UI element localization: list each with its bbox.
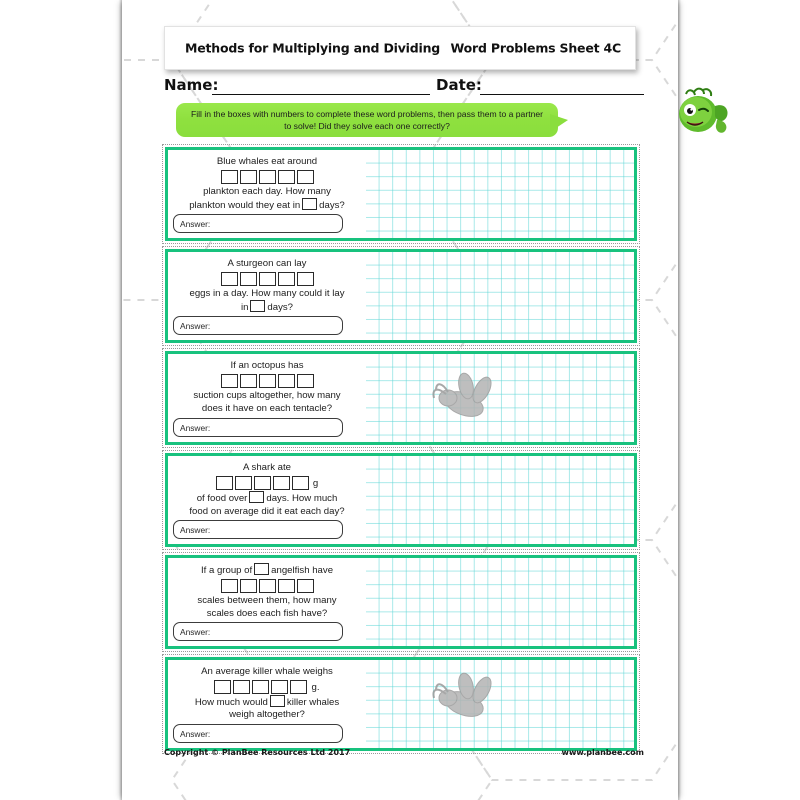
question-line-3: does it have on each tentacle? (201, 403, 333, 414)
digit-box-row (172, 579, 362, 593)
digit-box[interactable] (221, 579, 238, 593)
answer-box[interactable] (173, 520, 343, 539)
question-line-3a: in (240, 302, 249, 313)
digit-box[interactable] (297, 374, 314, 388)
digit-box[interactable] (273, 476, 290, 490)
digit-box[interactable] (278, 170, 295, 184)
answer-box[interactable] (173, 724, 343, 743)
question-line-2: plankton each day. How many (203, 186, 331, 197)
squared-working-grid[interactable] (366, 456, 634, 544)
question-text-area (168, 456, 366, 544)
digit-box-row (172, 272, 362, 286)
page-footer (164, 748, 644, 764)
digit-box[interactable] (259, 170, 276, 184)
date-input-line[interactable] (480, 94, 644, 95)
question-line-2a: of food over (196, 493, 248, 504)
answer-label: Answer: (180, 219, 211, 229)
question-line-1: If an octopus has (230, 360, 304, 371)
question-card (165, 351, 637, 445)
digit-box-row (172, 476, 362, 490)
digit-box[interactable] (240, 272, 257, 286)
question-line-1: Blue whales eat around (216, 156, 318, 167)
question-line-2: scales between them, how many (197, 595, 337, 606)
squared-working-grid[interactable] (366, 660, 634, 748)
digit-box[interactable] (221, 374, 238, 388)
question-text-area (168, 354, 366, 442)
digit-box[interactable] (214, 680, 231, 694)
squared-working-grid[interactable] (366, 150, 634, 238)
digit-box[interactable] (297, 170, 314, 184)
question-line-1: A shark ate (243, 462, 291, 473)
squared-working-grid[interactable] (366, 558, 634, 646)
digit-box[interactable] (259, 579, 276, 593)
question-line-1b: angelfish have (271, 565, 334, 576)
digit-box[interactable] (216, 476, 233, 490)
question-card (165, 555, 637, 649)
question-cut-outline (162, 246, 640, 346)
question-text-area (168, 558, 366, 646)
digit-box-row (172, 374, 362, 388)
question-line-2: eggs in a day. How many could it lay (189, 288, 345, 299)
digit-box[interactable] (292, 476, 309, 490)
answer-box[interactable] (173, 214, 343, 233)
digit-box[interactable] (252, 680, 269, 694)
digit-box[interactable] (297, 272, 314, 286)
digit-box-inline[interactable] (254, 563, 269, 575)
squared-working-grid[interactable] (366, 354, 634, 442)
question-line-2a: How much would (194, 697, 268, 708)
digit-box-inline[interactable] (270, 695, 285, 707)
unit-label: g. (311, 681, 320, 693)
answer-box[interactable] (173, 316, 343, 335)
answer-label: Answer: (180, 321, 211, 331)
digit-box[interactable] (271, 680, 288, 694)
question-line-3 (172, 198, 362, 212)
website-link[interactable]: www.planbee.com (561, 748, 644, 757)
digit-box[interactable] (259, 374, 276, 388)
instruction-text: Fill in the boxes with numbers to complete these word problems, then pass them to a partner to solve! Did they solve each one correctly? (190, 108, 544, 131)
question-card (165, 249, 637, 343)
digit-box[interactable] (240, 374, 257, 388)
instruction-banner (176, 103, 558, 137)
digit-box-inline[interactable] (302, 198, 317, 210)
digit-box[interactable] (233, 680, 250, 694)
question-cut-outline (162, 348, 640, 448)
question-cut-outline (162, 654, 640, 754)
digit-box[interactable] (297, 579, 314, 593)
question-line-2 (172, 695, 362, 709)
answer-box[interactable] (173, 418, 343, 437)
digit-box[interactable] (259, 272, 276, 286)
digit-box[interactable] (290, 680, 307, 694)
digit-box-row (172, 680, 362, 694)
question-line-3 (172, 300, 362, 314)
question-text-area (168, 150, 366, 238)
question-line-2b: killer whales (286, 697, 340, 708)
question-line-3b: days? (319, 200, 345, 211)
question-line-3: weigh altogether? (229, 709, 305, 720)
name-date-row (164, 76, 644, 100)
question-cut-outline (162, 552, 640, 652)
unit-label: g (312, 477, 319, 489)
name-label: Name: (164, 76, 219, 94)
question-cut-outline (162, 450, 640, 550)
sheet-identifier: Word Problems Sheet 4C (450, 40, 621, 56)
digit-box[interactable] (221, 272, 238, 286)
worksheet-title-bar (164, 26, 636, 70)
answer-label: Answer: (180, 525, 211, 535)
question-line-2: suction cups altogether, how many (193, 390, 341, 401)
question-line-3: scales does each fish have? (206, 608, 328, 619)
bee-watermark-icon (424, 370, 520, 426)
date-label: Date: (436, 76, 482, 94)
answer-label: Answer: (180, 423, 211, 433)
question-cut-outline (162, 144, 640, 244)
digit-box[interactable] (278, 374, 295, 388)
question-line-3b: days? (267, 302, 294, 313)
digit-box[interactable] (278, 272, 295, 286)
speech-bubble-tail-icon (550, 114, 568, 132)
question-line-2b: days. How much (266, 493, 338, 504)
green-fish-mascot-icon (672, 86, 732, 138)
copyright-text: Copyright © PlanBee Resources Ltd 2017 (164, 748, 351, 757)
digit-box[interactable] (240, 579, 257, 593)
question-line-2 (172, 491, 362, 505)
worksheet-page (122, 0, 678, 800)
page-title: Methods for Multiplying and Dividing (185, 40, 441, 56)
question-line-1a: If a group of (200, 565, 253, 576)
question-text-area (168, 660, 366, 748)
question-line-3: food on average did it eat each day? (189, 506, 345, 517)
digit-box[interactable] (221, 170, 238, 184)
digit-box[interactable] (254, 476, 271, 490)
question-line-3a: plankton would they eat in (189, 200, 301, 211)
questions-list (162, 144, 640, 756)
question-line-1: An average killer whale weighs (201, 666, 333, 677)
question-card (165, 147, 637, 241)
answer-box[interactable] (173, 622, 343, 641)
digit-box[interactable] (235, 476, 252, 490)
question-card (165, 657, 637, 751)
answer-label: Answer: (180, 729, 211, 739)
question-line-1: A sturgeon can lay (227, 258, 307, 269)
digit-box-row (172, 170, 362, 184)
digit-box-inline[interactable] (250, 300, 265, 312)
digit-box-inline[interactable] (249, 491, 264, 503)
question-text-area (168, 252, 366, 340)
squared-working-grid[interactable] (366, 252, 634, 340)
question-line-1 (172, 563, 362, 577)
answer-label: Answer: (180, 627, 211, 637)
digit-box[interactable] (240, 170, 257, 184)
question-card (165, 453, 637, 547)
name-input-line[interactable] (212, 94, 430, 95)
bee-watermark-icon (424, 670, 520, 726)
digit-box[interactable] (278, 579, 295, 593)
